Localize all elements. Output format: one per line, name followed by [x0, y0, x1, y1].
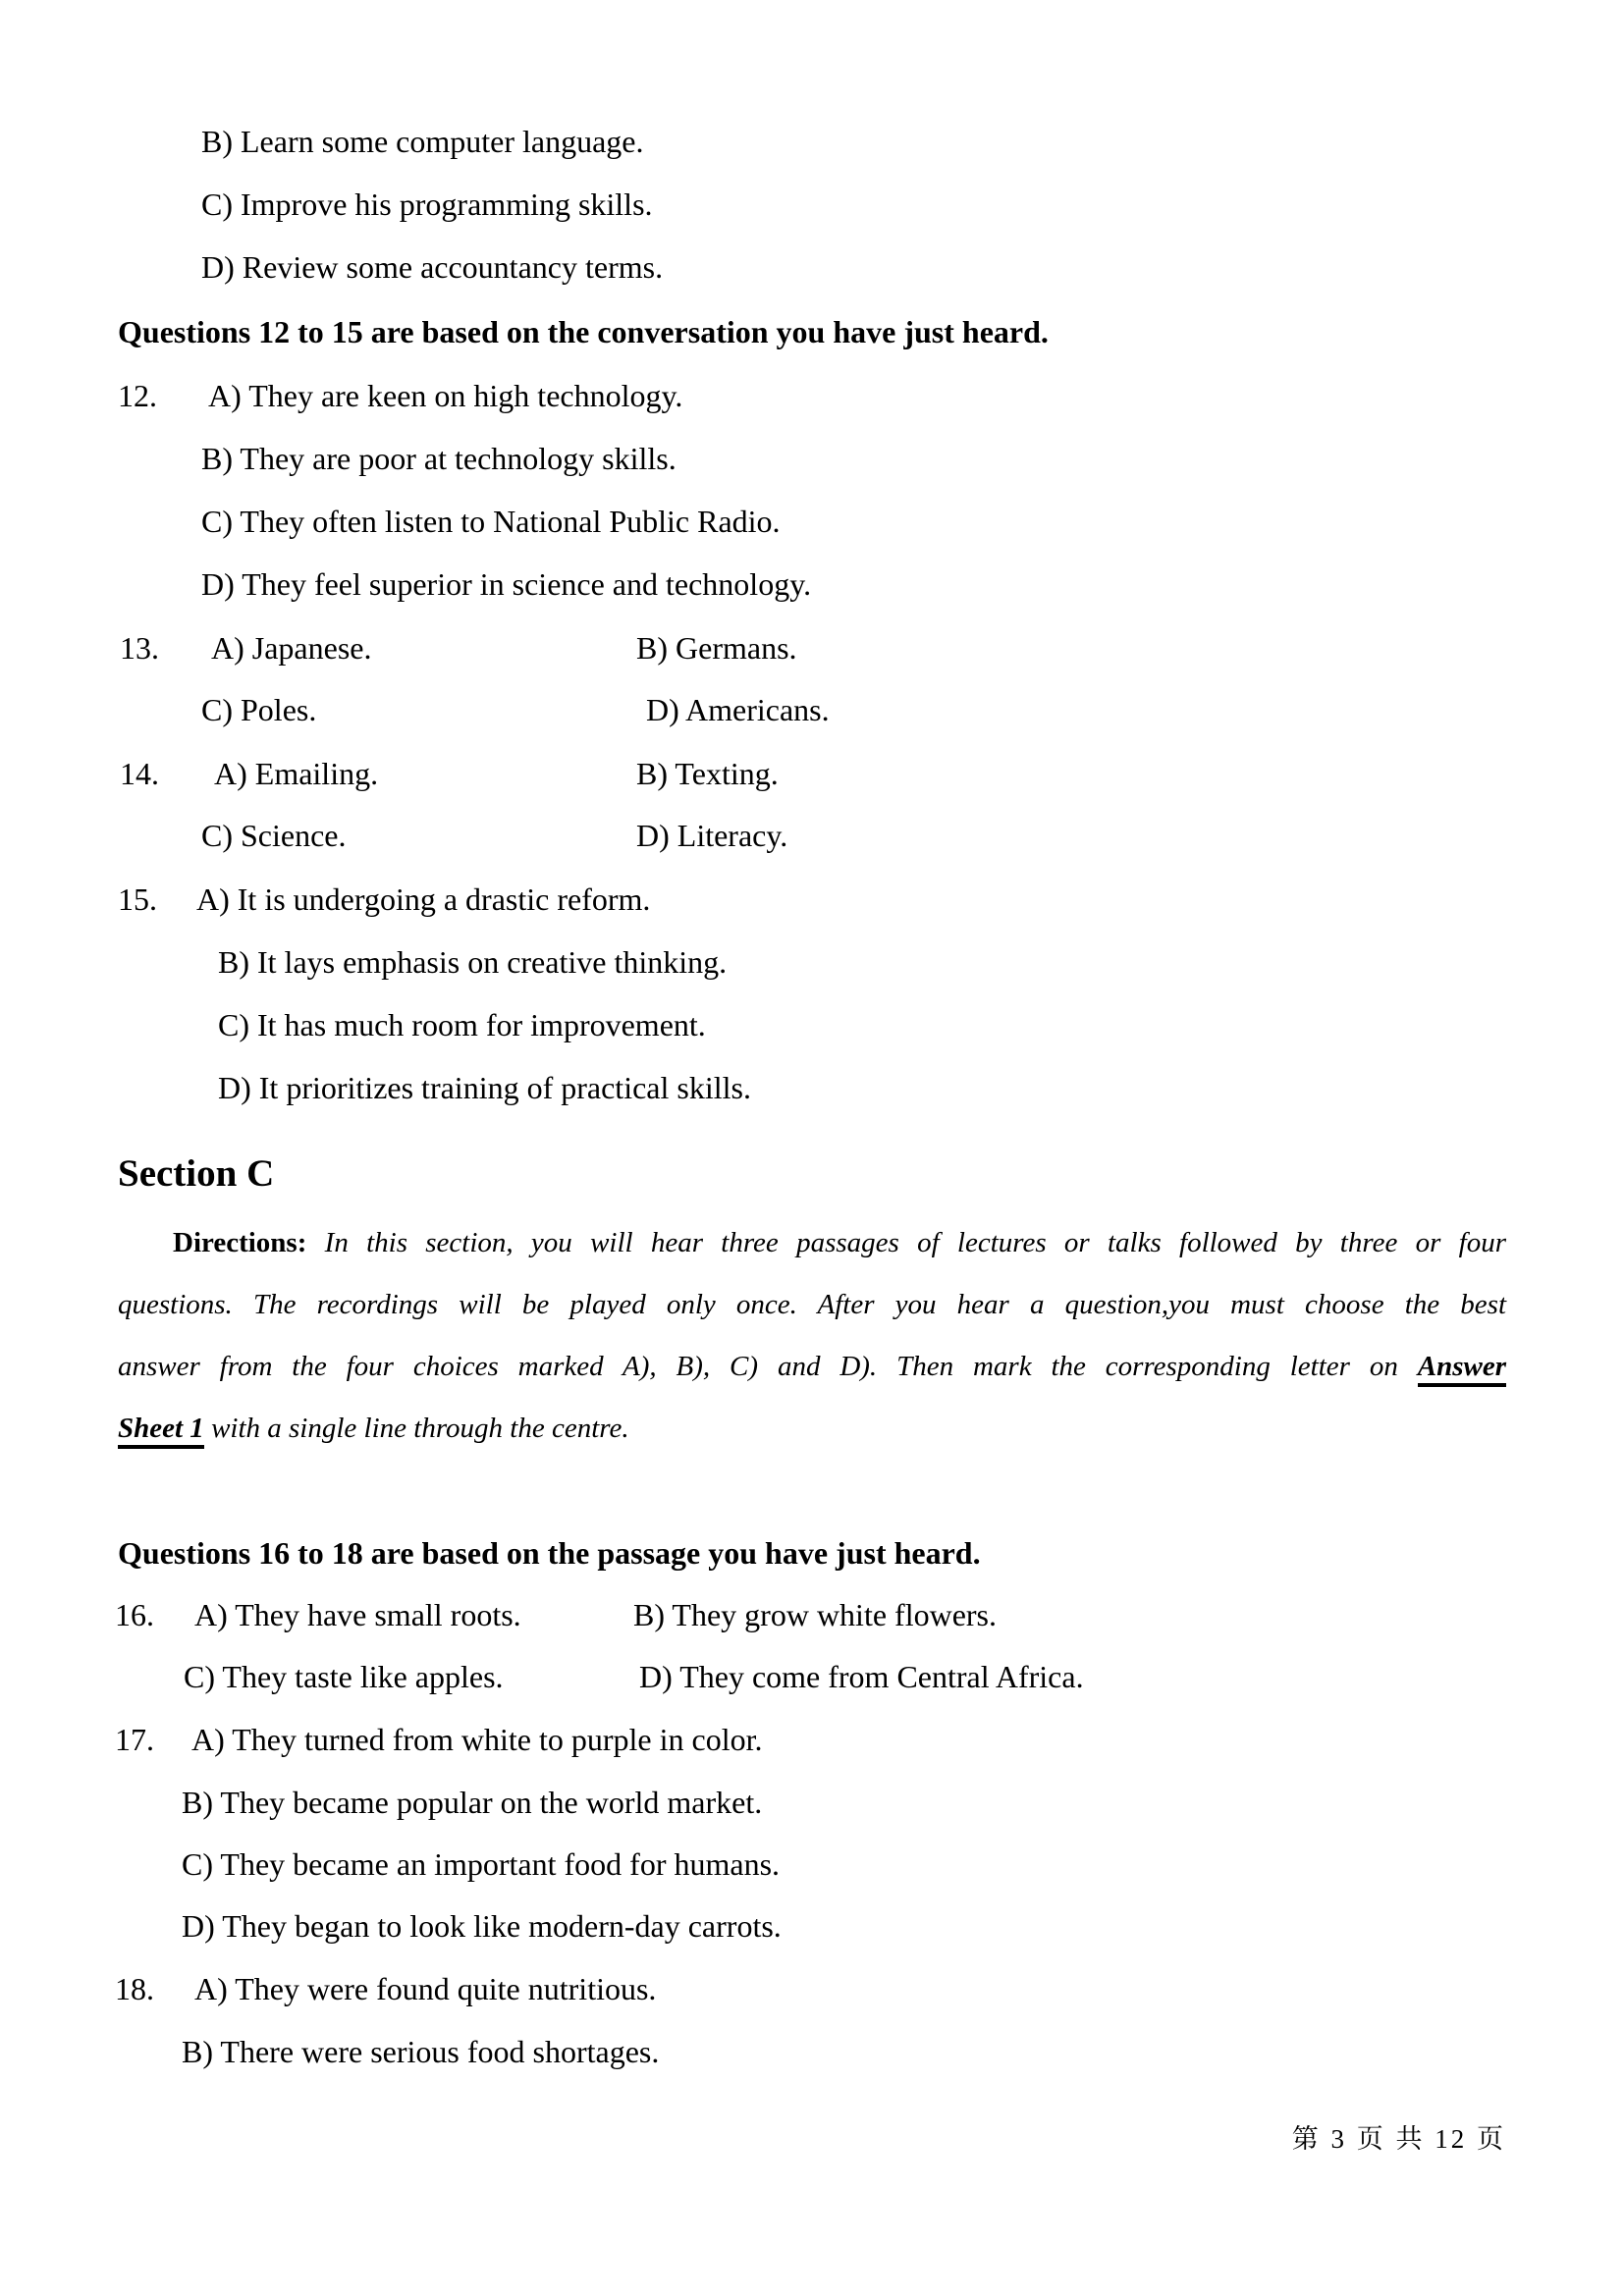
question-14-option-b: B) Texting. — [636, 756, 779, 791]
question-12-option-a: A) They are keen on high technology. — [208, 378, 683, 413]
question-17-option-c: C) They became an important food for humans. — [182, 1846, 781, 1882]
question-12-number: 12. — [118, 378, 157, 413]
question-16-number: 16. — [115, 1597, 154, 1632]
question-14-number: 14. — [120, 756, 159, 791]
question-15-option-d: D) It prioritizes training of practical skills. — [218, 1070, 751, 1105]
question-17-row-b — [0, 1781, 1624, 1824]
question-16-row-1 — [0, 1593, 1624, 1636]
directions-line-3 — [118, 1344, 1506, 1389]
question-18-option-a: A) They were found quite nutritious. — [194, 1971, 657, 2006]
question-17-option-a: A) They turned from white to purple in color. — [191, 1722, 763, 1757]
question-15-option-c: C) It has much room for improvement. — [218, 1007, 706, 1042]
question-12-row-b — [0, 437, 1624, 480]
question-15-option-a: A) It is undergoing a drastic reform. — [196, 881, 651, 917]
question-16-option-d: D) They come from Central Africa. — [639, 1659, 1084, 1694]
question-17-row-d — [0, 1904, 1624, 1948]
question-16-option-b: B) They grow white flowers. — [633, 1597, 997, 1632]
question-18-row-b — [0, 2030, 1624, 2073]
directions-line-4 — [118, 1406, 1506, 1451]
question-12-row-c — [0, 500, 1624, 543]
question-16-row-2 — [0, 1655, 1624, 1698]
passage-questions-heading: Questions 16 to 18 are based on the passage you have just heard. — [118, 1535, 981, 1571]
directions-text-3: answer from the four choices marked A), B), C) and D). Then mark the corresponding letter on — [118, 1351, 1418, 1382]
question-12-option-d: D) They feel superior in science and technology. — [201, 566, 812, 602]
question-11-option-c-row — [0, 183, 1624, 226]
question-13-option-b: B) Germans. — [636, 630, 797, 666]
question-18-option-b: B) There were serious food shortages. — [182, 2034, 660, 2069]
question-15-option-b: B) It lays emphasis on creative thinking. — [218, 944, 728, 980]
section-c-heading: Section C — [118, 1152, 275, 1195]
question-12-row-a — [0, 374, 1624, 417]
question-15-number: 15. — [118, 881, 157, 917]
question-17-number: 17. — [115, 1722, 154, 1757]
answer-sheet-reference-part1: Answer — [1418, 1351, 1506, 1387]
directions-text-2: questions. The recordings will be played only once. After you hear a question,you must choose the best — [118, 1289, 1506, 1320]
question-14-option-d: D) Literacy. — [636, 818, 788, 853]
answer-sheet-reference-part2: Sheet 1 — [118, 1413, 204, 1449]
question-12-option-b: B) They are poor at technology skills. — [201, 441, 677, 476]
question-13-row-1 — [0, 626, 1624, 669]
question-14-option-c: C) Science. — [201, 818, 347, 853]
question-11-option-b: B) Learn some computer language. — [201, 124, 644, 159]
question-13-row-2 — [0, 688, 1624, 731]
question-14-row-1 — [0, 752, 1624, 795]
question-18-number: 18. — [115, 1971, 154, 2006]
question-13-option-d: D) Americans. — [646, 692, 830, 727]
question-11-option-b-row — [0, 120, 1624, 163]
question-17-option-b: B) They became popular on the world market. — [182, 1785, 763, 1820]
question-17-row-c — [0, 1842, 1624, 1886]
question-12-option-c: C) They often listen to National Public Radio. — [201, 504, 781, 539]
question-13-option-a: A) Japanese. — [211, 630, 372, 666]
question-11-option-c: C) Improve his programming skills. — [201, 187, 653, 222]
question-14-row-2 — [0, 814, 1624, 857]
page-number-footer: 第 3 页 共 12 页 — [1291, 2124, 1506, 2154]
directions-label: Directions: — [173, 1227, 307, 1258]
question-15-row-d — [0, 1066, 1624, 1109]
question-12-row-d — [0, 562, 1624, 606]
directions-line-2 — [118, 1282, 1506, 1327]
question-11-option-d-row — [0, 245, 1624, 289]
question-15-row-c — [0, 1003, 1624, 1046]
question-18-row-a — [0, 1967, 1624, 2010]
question-15-row-a — [0, 878, 1624, 921]
passage-questions-heading-row — [0, 1531, 1624, 1575]
directions-text-1: In this section, you will hear three passages of lectures or talks followed by three or four — [306, 1227, 1506, 1258]
directions-text-4: with a single line through the centre. — [203, 1413, 629, 1444]
question-17-option-d: D) They began to look like modern-day carrots. — [182, 1908, 782, 1944]
question-11-option-d: D) Review some accountancy terms. — [201, 249, 664, 285]
question-15-row-b — [0, 940, 1624, 984]
question-16-option-c: C) They taste like apples. — [184, 1659, 504, 1694]
question-17-row-a — [0, 1718, 1624, 1761]
question-14-option-a: A) Emailing. — [214, 756, 379, 791]
conversation-questions-heading: Questions 12 to 15 are based on the conversation you have just heard. — [118, 314, 1049, 349]
question-13-number: 13. — [120, 630, 159, 666]
conversation-questions-heading-row — [0, 310, 1624, 353]
question-13-option-c: C) Poles. — [201, 692, 317, 727]
directions-line-1 — [118, 1220, 1506, 1265]
question-16-option-a: A) They have small roots. — [194, 1597, 521, 1632]
